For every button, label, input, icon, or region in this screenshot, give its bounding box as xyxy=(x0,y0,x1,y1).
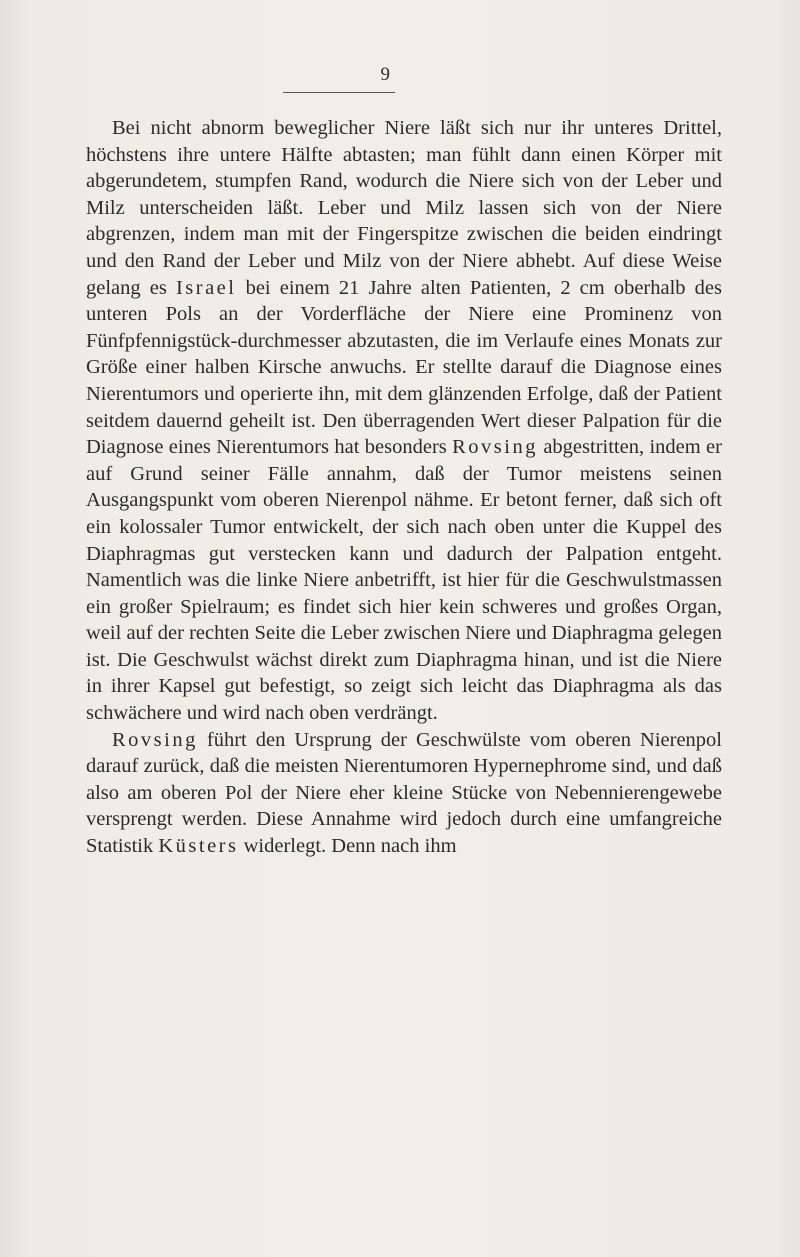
paragraph xyxy=(86,727,722,860)
text-segment: Bei nicht abnorm beweglicher Niere läßt sich nur ihr unteres Drittel, höchstens ihre untere Hälfte abtasten; man fühlt dann einen Körper mit abgerundetem, stumpfen Rand, wodurch die Niere sich von der Leber und Milz unterscheiden läßt. Leber und Milz lassen sich von der Niere abgrenzen, indem man mit der Fingerspitze zwischen die beiden eindringt und den Rand der Leber und Milz von der Niere abhebt. Auf diese Weise gelang es xyxy=(86,117,722,299)
paragraph xyxy=(86,115,722,727)
author-name: Küsters xyxy=(158,835,239,858)
author-name: Rovsing xyxy=(452,436,538,459)
body-text xyxy=(86,115,722,860)
author-name: Rovsing xyxy=(112,728,198,751)
text-segment: widerlegt. Denn nach ihm xyxy=(238,835,457,858)
text-segment: führt den Ursprung der Geschwülste vom oberen Nierenpol darauf zurück, daß die meisten Nierentumoren Hypernephrome sind, und daß also am oberen Pol der Niere eher kleine Stücke von Nebennierengewebe versprengt werden. Diese Annahme wird jedoch durch eine umfangreiche Statistik xyxy=(86,728,722,858)
text-segment: abgestritten, indem er auf Grund seiner Fälle annahm, daß der Tumor meistens seinen Ausgangspunkt vom oberen Nierenpol nähme. Er betont ferner, daß sich oft ein kolossaler Tumor entwickelt, der sich nach oben unter die Kuppel des Diaphragmas gut verstecken kann und dadurch der Palpation entgeht. Namentlich was die linke Niere anbetrifft, ist hier für die Geschwulstmassen ein großer Spielraum; es findet sich hier kein schweres und großes Organ, weil auf der rechten Seite die Leber zwischen Niere und Diaphragma gelegen ist. Die Geschwulst wächst direkt zum Diaphragma hinan, und ist die Niere in ihrer Kapsel gut befestigt, so zeigt sich leicht das Diaphragma als das schwächere und wird nach oben verdrängt. xyxy=(86,436,722,725)
page-number: 9 xyxy=(380,64,390,85)
text-segment: bei einem 21 Jahre alten Patienten, 2 cm oberhalb des unteren Pols an der Vorderfläche der Niere eine Prominenz von Fünfpfennigstück-durchmesser abzutasten, die im Verlaufe eines Monats zur Größe einer halben Kirsche anwuchs. Er stellte darauf die Diagnose eines Nierentumors und operierte ihn, mit dem glänzenden Erfolge, daß der Patient seitdem dauernd geheilt ist. Den überragenden Wert dieser Palpation für die Diagnose eines Nierentumors hat besonders xyxy=(86,276,722,459)
author-name: Israel xyxy=(175,276,237,299)
header-rule xyxy=(283,92,395,93)
